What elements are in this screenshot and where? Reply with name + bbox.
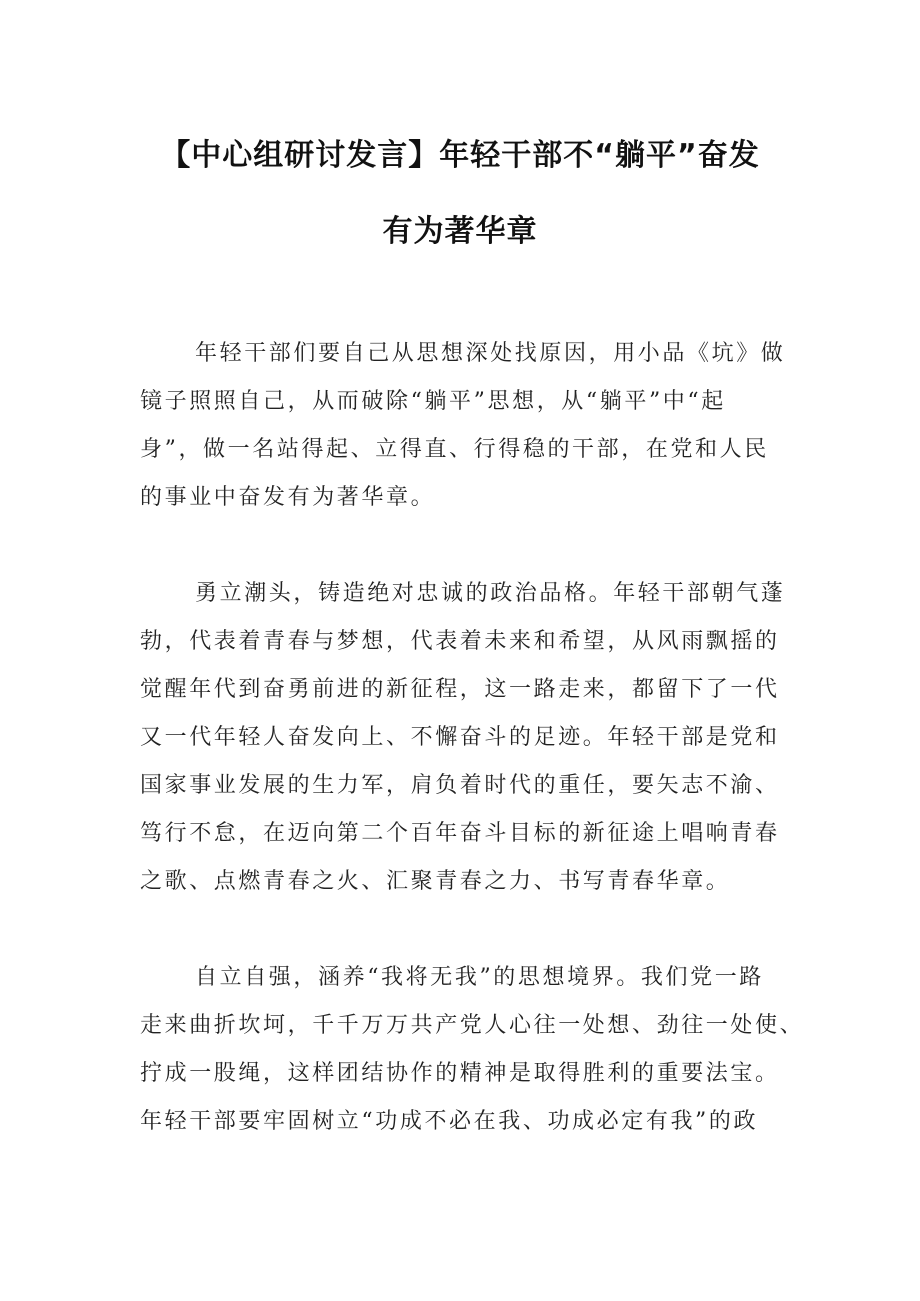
document-title-line-1: 【中心组研讨发言】年轻干部不“躺平”奋发 bbox=[160, 138, 760, 173]
paragraph-line: 年轻干部们要自己从思想深处找原因，用小品《坑》做 bbox=[195, 341, 786, 366]
paragraph-line: 拧成一股绳，这样团结协作的精神是取得胜利的重要法宝。 bbox=[140, 1061, 780, 1086]
paragraph-1 bbox=[140, 330, 810, 522]
paragraph-line: 觉醒年代到奋勇前进的新征程，这一路走来，都留下了一代 bbox=[140, 677, 780, 702]
paragraph-line: 的事业中奋发有为著华章。 bbox=[140, 485, 436, 510]
paragraph-line: 年轻干部要牢固树立“功成不必在我、功成必定有我”的政 bbox=[140, 1109, 759, 1134]
paragraph-line: 勃，代表着青春与梦想，代表着未来和希望，从风雨飘摇的 bbox=[140, 629, 780, 654]
paragraph-line: 自立自强，涵养“我将无我”的思想境界。我们党一路 bbox=[195, 965, 764, 990]
paragraph-line: 国家事业发展的生力军，肩负着时代的重任，要矢志不渝、 bbox=[140, 773, 780, 798]
paragraph-line: 笃行不怠，在迈向第二个百年奋斗目标的新征途上唱响青春 bbox=[140, 821, 780, 846]
paragraph-2 bbox=[140, 570, 810, 906]
paragraph-line: 镜子照照自己，从而破除“躺平”思想，从“躺平”中“起 bbox=[140, 389, 726, 414]
document-title-line-2: 有为著华章 bbox=[382, 214, 538, 249]
paragraph-line: 之歌、点燃青春之火、汇聚青春之力、书写青春华章。 bbox=[140, 869, 731, 894]
paragraph-line: 身”，做一名站得起、立得直、行得稳的干部，在党和人民 bbox=[140, 437, 769, 462]
paragraph-line: 走来曲折坎坷，千千万万共产党人心往一处想、劲往一处使、 bbox=[140, 1013, 805, 1038]
paragraph-line: 勇立潮头，铸造绝对忠诚的政治品格。年轻干部朝气蓬 bbox=[195, 581, 786, 606]
paragraph-line: 又一代年轻人奋发向上、不懈奋斗的足迹。年轻干部是党和 bbox=[140, 725, 780, 750]
paragraph-3 bbox=[140, 954, 810, 1146]
